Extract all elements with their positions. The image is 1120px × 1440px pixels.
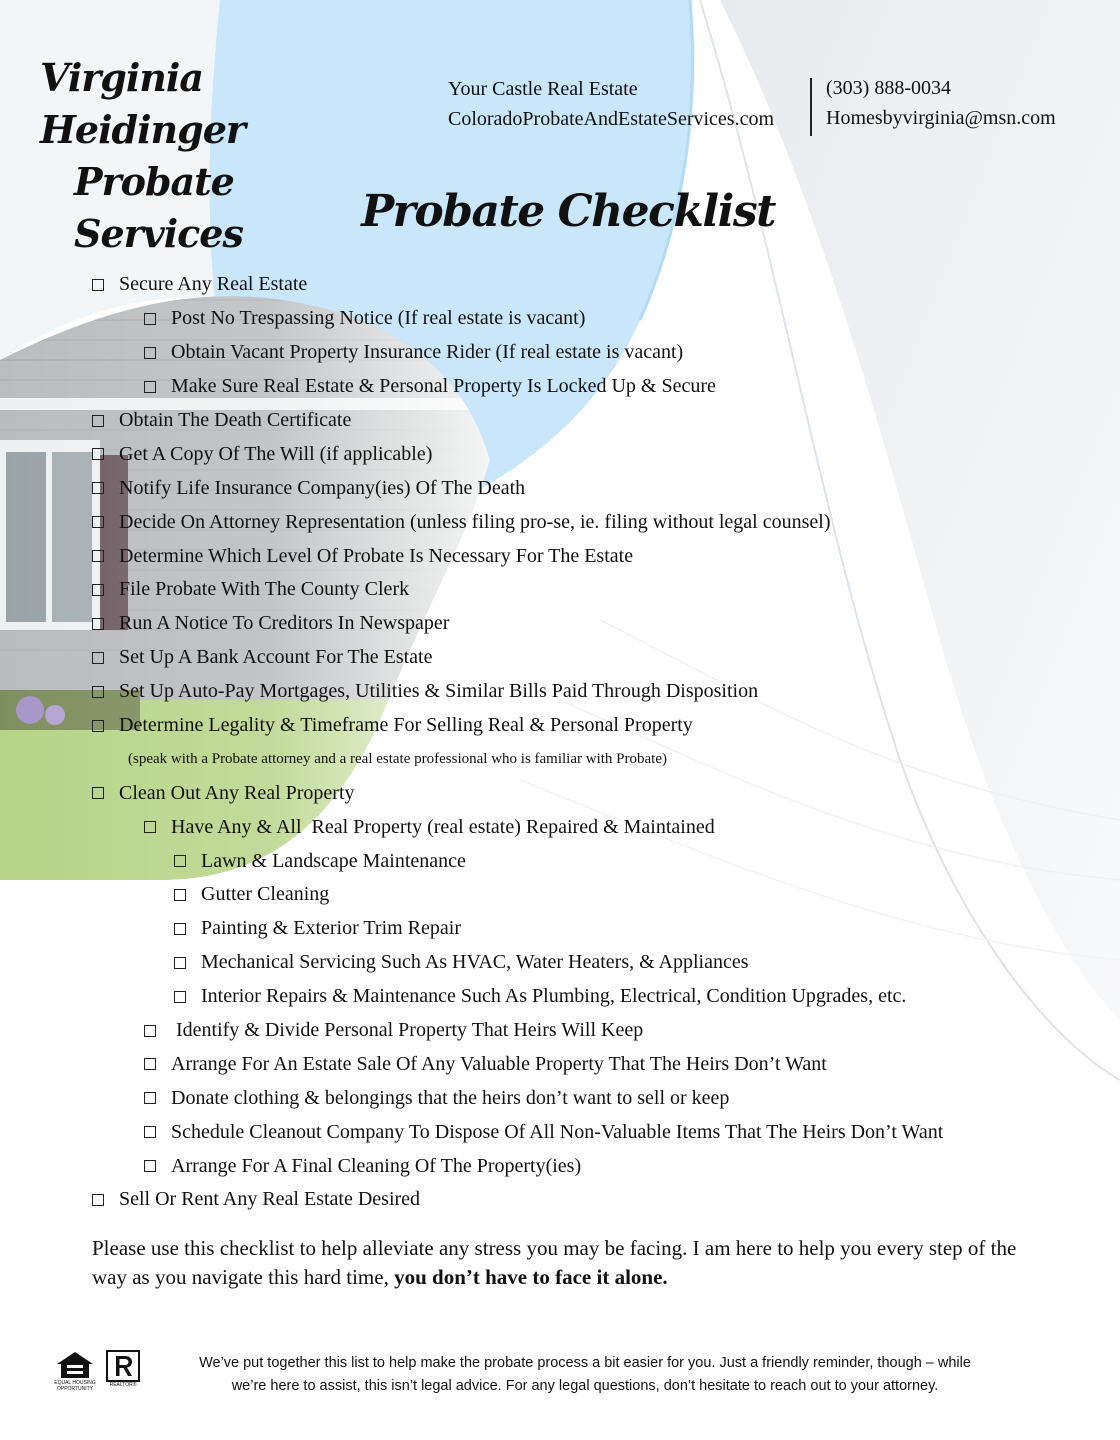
checkbox[interactable]	[144, 347, 156, 359]
checklist-item-label: Arrange For An Estate Sale Of Any Valuable Property That The Heirs Don’t Want	[171, 1052, 827, 1075]
checklist-item[interactable]	[92, 437, 1052, 471]
checkbox[interactable]	[174, 923, 186, 935]
checkbox[interactable]	[174, 855, 186, 867]
closing-text: Please use this checklist to help alleviate any stress you may be facing. I am here to help you every step of the way as you navigate this hard time,	[92, 1236, 1017, 1289]
checkbox[interactable]	[144, 1160, 156, 1172]
checklist-item-label: Secure Any Real Estate	[119, 273, 308, 296]
checklist-item[interactable]	[92, 1081, 1052, 1115]
checkbox[interactable]	[92, 686, 104, 698]
checklist-item-label: Schedule Cleanout Company To Dispose Of All Non-Valuable Items That The Heirs Don’t Want	[171, 1120, 944, 1143]
checklist-item-label: Painting & Exterior Trim Repair	[201, 917, 461, 940]
disclaimer-line: we’re here to assist, this isn’t legal advice. For any legal questions, don’t hesitate to reach out to your attorney.	[231, 1378, 939, 1394]
equal-housing-icon	[55, 1350, 95, 1380]
checkbox[interactable]	[92, 1194, 104, 1206]
checkbox[interactable]	[144, 821, 156, 833]
checklist-item-label: Sell Or Rent Any Real Estate Desired	[119, 1188, 421, 1211]
brand-subtitle: Probate Services	[74, 159, 243, 256]
realtor-icon	[106, 1350, 140, 1382]
checklist-item-label: Donate clothing & belongings that the heirs don’t want to sell or keep	[171, 1086, 730, 1109]
checklist-item[interactable]	[92, 1014, 1052, 1048]
checklist-item[interactable]	[92, 607, 1052, 641]
disclaimer-line: We’ve put together this list to help make the probate process a bit easier for you. Just a friendly reminder, though – while	[199, 1355, 971, 1371]
checkbox[interactable]	[92, 584, 104, 596]
checkbox[interactable]	[144, 1058, 156, 1070]
checkbox[interactable]	[92, 720, 104, 732]
checklist-item[interactable]	[92, 675, 1052, 709]
checklist-item[interactable]	[92, 878, 1052, 912]
checklist-item[interactable]	[92, 1149, 1052, 1183]
checklist-item-label: Determine Which Level Of Probate Is Necessary For The Estate	[119, 544, 634, 567]
checkbox[interactable]	[174, 957, 186, 969]
checklist-item[interactable]	[92, 370, 1052, 404]
header-divider	[810, 78, 812, 136]
email-link[interactable]: Homesbyvirginia@msn.com	[826, 107, 1056, 129]
checklist-item[interactable]	[92, 980, 1052, 1014]
checkbox[interactable]	[92, 618, 104, 630]
equal-housing-logo	[52, 1350, 98, 1392]
checklist-item[interactable]	[92, 471, 1052, 505]
brand-name: Virginia Heidinger	[40, 55, 245, 152]
checkbox[interactable]	[144, 1025, 156, 1037]
checklist-item-label: Identify & Divide Personal Property That Heirs Will Keep	[171, 1019, 644, 1042]
contact-company	[448, 74, 774, 134]
checklist	[92, 268, 1052, 1217]
checklist-item-label: Have Any & All Real Property (real estate) Repaired & Maintained	[171, 815, 715, 838]
checklist-item-label: Run A Notice To Creditors In Newspaper	[119, 612, 450, 635]
checkbox[interactable]	[92, 448, 104, 460]
checklist-item[interactable]	[92, 776, 1052, 810]
checkbox[interactable]	[92, 279, 104, 291]
checklist-item-label: Gutter Cleaning	[201, 883, 330, 906]
checkbox[interactable]	[174, 889, 186, 901]
realtor-caption: REALTOR®	[109, 1382, 137, 1388]
checklist-item-label: Lawn & Landscape Maintenance	[201, 849, 466, 872]
checkbox[interactable]	[144, 313, 156, 325]
checklist-item-label: Set Up A Bank Account For The Estate	[119, 646, 433, 669]
checkbox[interactable]	[174, 991, 186, 1003]
checkbox[interactable]	[144, 1126, 156, 1138]
checkbox[interactable]	[92, 482, 104, 494]
checklist-item[interactable]	[92, 573, 1052, 607]
checklist-item-label: File Probate With The County Clerk	[119, 578, 410, 601]
checklist-item[interactable]	[92, 1047, 1052, 1081]
checklist-item[interactable]	[92, 404, 1052, 438]
checklist-item[interactable]	[92, 810, 1052, 844]
checklist-item-label: Get A Copy Of The Will (if applicable)	[119, 442, 433, 465]
checklist-item-label: Arrange For A Final Cleaning Of The Property(ies)	[171, 1154, 582, 1177]
checklist-item-label: Determine Legality & Timeframe For Selling Real & Personal Property	[119, 714, 693, 737]
checklist-item[interactable]	[92, 709, 1052, 743]
checklist-item[interactable]	[92, 539, 1052, 573]
checklist-item[interactable]	[92, 1115, 1052, 1149]
checklist-item-label: Obtain The Death Certificate	[119, 409, 352, 431]
equal-housing-caption: EQUAL HOUSING OPPORTUNITY	[54, 1380, 96, 1392]
website-link[interactable]: ColoradoProbateAndEstateServices.com	[448, 108, 775, 130]
checklist-item[interactable]	[92, 844, 1052, 878]
checklist-item[interactable]	[92, 1183, 1052, 1217]
checkbox[interactable]	[92, 550, 104, 562]
checkbox[interactable]	[92, 652, 104, 664]
company-name: Your Castle Real Estate	[448, 78, 638, 100]
checklist-item[interactable]	[92, 302, 1052, 336]
checklist-item[interactable]	[92, 268, 1052, 302]
note-text: (speak with a Probate attorney and a real estate professional who is familiar with Probate)	[128, 750, 667, 767]
checklist-item-label: Make Sure Real Estate & Personal Property Is Locked Up & Secure	[171, 375, 716, 398]
checkbox[interactable]	[92, 516, 104, 528]
checklist-item-label: Obtain Vacant Property Insurance Rider (If real estate is vacant)	[171, 341, 684, 364]
checklist-item-label: Interior Repairs & Maintenance Such As Plumbing, Electrical, Condition Upgrades, etc.	[201, 985, 907, 1008]
checklist-item-label: Notify Life Insurance Company(ies) Of The Death	[119, 476, 526, 499]
page-title: Probate Checklist	[361, 186, 775, 237]
checklist-item-label: Clean Out Any Real Property	[119, 781, 355, 804]
checklist-item[interactable]	[92, 912, 1052, 946]
checklist-note	[92, 742, 1052, 776]
phone-number[interactable]: (303) 888-0034	[826, 77, 951, 99]
checklist-item[interactable]	[92, 336, 1052, 370]
closing-emphasis: you don’t have to face it alone.	[394, 1265, 668, 1289]
checklist-item[interactable]	[92, 641, 1052, 675]
checklist-item-label: Decide On Attorney Representation (unless filing pro-se, ie. filing without legal counsel)	[119, 510, 831, 533]
checkbox[interactable]	[144, 381, 156, 393]
realtor-logo	[106, 1350, 140, 1388]
checklist-item[interactable]	[92, 505, 1052, 539]
checklist-item-label: Post No Trespassing Notice (If real estate is vacant)	[171, 307, 586, 330]
checkbox[interactable]	[144, 1092, 156, 1104]
checkbox[interactable]	[92, 787, 104, 799]
checklist-item[interactable]	[92, 946, 1052, 980]
contact-details	[826, 73, 1056, 133]
footer-logos	[52, 1350, 140, 1392]
checklist-item-label: Set Up Auto-Pay Mortgages, Utilities & Similar Bills Paid Through Disposition	[119, 680, 759, 703]
checklist-item-label: Mechanical Servicing Such As HVAC, Water Heaters, & Appliances	[201, 951, 749, 974]
checkbox[interactable]	[92, 415, 104, 427]
legal-disclaimer	[160, 1352, 1010, 1398]
closing-message	[92, 1234, 1052, 1292]
